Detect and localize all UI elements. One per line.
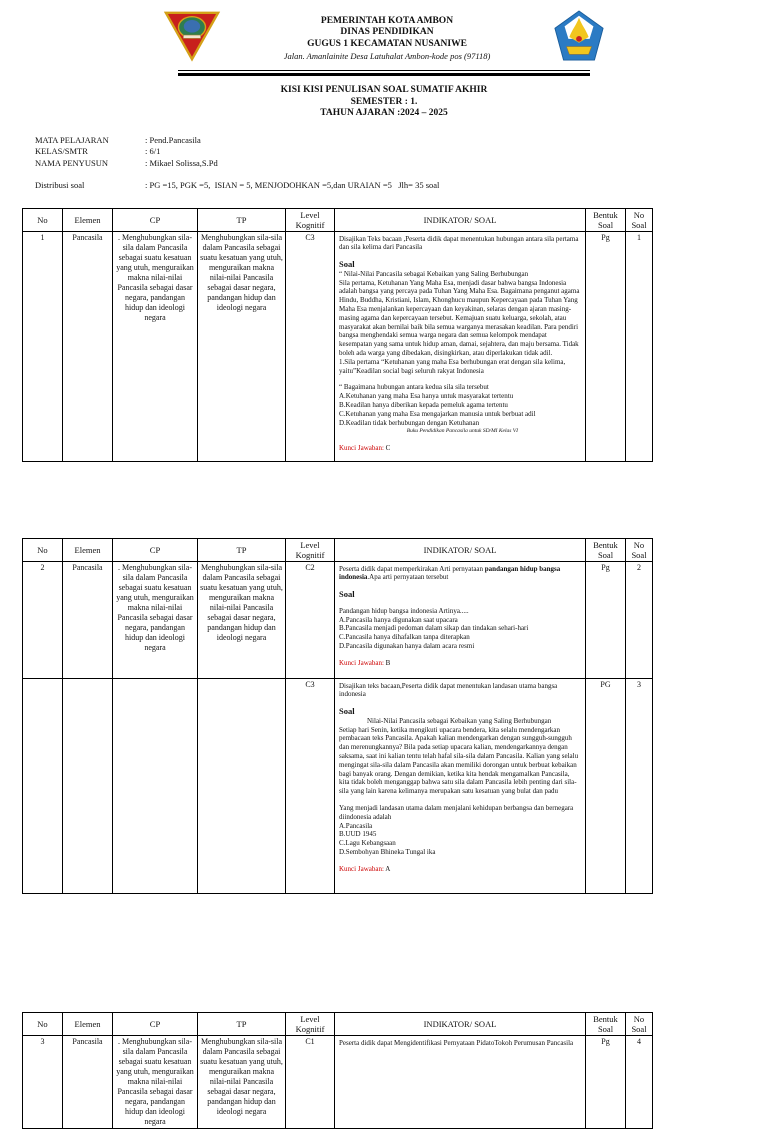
cell-tp: Menghubungkan sila-sila dalam Pancasila sebagai suatu kesatuan yang utuh, menguraikan makna nilai-nilai Pancasila sebagai dasar negara, pandangan hidup dan ideologi negara xyxy=(198,231,286,461)
cell-elemen: Pancasila xyxy=(63,561,113,678)
answer-key-label: Kunci Jawaban: xyxy=(339,658,384,667)
document-metadata xyxy=(35,135,768,192)
column-header-no: No xyxy=(23,1012,63,1035)
meta-value: : Pend.Pancasila xyxy=(145,134,201,145)
table-row-question-4 xyxy=(23,1035,653,1128)
kisi-table-3 xyxy=(22,1012,653,1129)
question-options: Pandangan hidup bangsa indonesia Artinya..... A.Pancasila hanya digunakan saat upacara B.Pancasila menjadi pedoman dalam sikap dan tindakan sehari-hari C.Pancasila hanya dihafalkan tanpa diterapkan D.Pancasila digunakan hanya dalam acara resmi xyxy=(339,606,529,651)
answer-key xyxy=(339,444,581,453)
indicator-bold-phrase: pandangan hidup bangsa indonesia xyxy=(339,564,561,582)
meta-row-kelas xyxy=(35,146,768,158)
meta-value: : PG =15, PGK =5, ISIAN = 5, MENJODOHKAN =5,dan URAIAN =5 Jlh= 35 soal xyxy=(145,180,440,190)
answer-key-value: C xyxy=(385,444,391,453)
cell-cp: . Menghubungkan sila-sila dalam Pancasila sebagai suatu kesatuan yang utuh, menguraikan makna nilai-nilai Pancasila sebagai dasar negara, pandangan hidup dan ideologi negara xyxy=(113,1035,198,1128)
cell-no: 2 xyxy=(23,561,63,678)
soal-heading: Soal xyxy=(339,589,355,600)
title-line-1: KISI KISI PENULISAN SOAL SUMATIF AKHIR xyxy=(280,85,488,95)
title-line-2: SEMESTER : 1. xyxy=(350,96,418,107)
cell-bentuk-soal: PG xyxy=(586,678,626,893)
question-passage: Nilai-Nilai Pancasila sebagai Kebaikan yang Saling Berhubungan Setiap hari Senin, ketika mengikuti upacara bendera, kita selalu mendengarkan pembacaan teks Pancasila. Apakah kalian mendengarkan dengan sungguh-sungguh dan merenungkannya? Bila pada setiap upacara kalian, mendengarkannya dengan saksama, saat ini kalian tentu telah hafal sila-sila dalam Pancasila. Kalian yang selalu mengingat sila-sila dalam Pancasila akan memiliki dorongan untuk berbuat kebaikan bagi banyak orang. Dengan demikian, ketika kita hendak mengamalkan Pancasila, kita tidak boleh menganggap bahwa satu sila dalam Pancasila lebih penting dari sila-sila yang lain karena kelimanya merupakan satu kesatuan yang bulat dan padu xyxy=(339,716,579,796)
letterhead xyxy=(0,0,768,76)
column-header-bentuk-soal: Bentuk Soal xyxy=(586,538,626,561)
indicator-text: Disajikan Teks bacaan ,Peserta didik dapat menentukan hubungan antara sila pertama dan sila kelima dari Pancasila xyxy=(339,234,579,252)
cell-level-kognitif: C2 xyxy=(286,561,335,678)
column-header-no: No xyxy=(23,538,63,561)
letterhead-divider xyxy=(178,70,590,76)
meta-row-penyusun xyxy=(35,158,768,170)
cell-indikator-soal xyxy=(335,561,586,678)
cell-indikator-soal xyxy=(335,1035,586,1128)
letterhead-text xyxy=(237,16,537,62)
column-header-level-kognitif: Level Kognitif xyxy=(286,1012,335,1035)
question-passage: “ Nilai-Nilai Pancasila sebagai Kebaikan yang Saling Berhubungan Sila pertama, Ketuhanan Yang Maha Esa, menjadi dasar bahwa bangsa Indonesia adalah bangsa yang percaya pada Tuhan Yang Maha Esa. Bagaimana penganut agama Hindu, Buddha, Kristiani, Islam, Khonghucu maupun Kepercayaan pada Tuhan Yang Maha Esa menjalankan kepercayaan dan keyakinan, selaras dengan ajaran masing-masing agama dan kepercayaan tersebut. Kemajuan suatu keluarga, sekolah, atau masyarakat akan bernilai baik bila semua warganya merasakan keadilan. Para pendiri bangsa menghendaki semua warga negara dan semua kelompok mendapat kesempatan yang sama untuk hidup aman, damai, sejahtera, dan maju bersama. Tidak boleh ada warga yang dibedakan, disingkirkan, atau diperlakukan tidak adil. 1.Sila pertama “Ketuhanan yang maha Esa berhubungan erat dengan sila kelima, yaitu”Keadilan social bagi seluruh rakyat Indonesia xyxy=(339,269,580,375)
answer-key-value: A xyxy=(385,864,391,873)
column-header-no-soal: No Soal xyxy=(626,208,653,231)
letterhead-org-line-2: DINAS PENDIDIKAN xyxy=(340,27,434,38)
column-header-cp: CP xyxy=(113,208,198,231)
document-title xyxy=(0,85,768,120)
soal-heading: Soal xyxy=(339,259,355,270)
table-header-row xyxy=(23,538,653,561)
meta-label: Distribusi soal xyxy=(35,180,85,190)
cell-tp: Menghubungkan sila-sila dalam Pancasila sebagai suatu kesatuan yang utuh, menguraikan makna nilai-nilai Pancasila sebagai dasar negara, pandangan hidup dan ideologi negara xyxy=(198,1035,286,1128)
cell-cp xyxy=(113,678,198,893)
cell-no-soal: 1 xyxy=(626,231,653,461)
table-row-question-1 xyxy=(23,231,653,461)
meta-label: KELAS/SMTR xyxy=(35,146,88,156)
answer-key xyxy=(339,865,581,874)
cell-tp xyxy=(198,678,286,893)
meta-label: MATA PELAJARAN xyxy=(35,134,109,145)
cell-level-kognitif: C3 xyxy=(286,678,335,893)
letterhead-org-line-1: PEMERINTAH KOTA AMBON xyxy=(320,15,454,26)
meta-row-mata-pelajaran xyxy=(35,135,768,147)
column-header-cp: CP xyxy=(113,538,198,561)
answer-key xyxy=(339,659,581,668)
column-header-elemen: Elemen xyxy=(63,208,113,231)
cell-level-kognitif: C1 xyxy=(286,1035,335,1128)
cell-no-soal: 3 xyxy=(626,678,653,893)
cell-no: 3 xyxy=(23,1035,63,1128)
column-header-tp: TP xyxy=(198,208,286,231)
column-header-bentuk-soal: Bentuk Soal xyxy=(586,208,626,231)
cell-indikator-soal xyxy=(335,231,586,461)
column-header-elemen: Elemen xyxy=(63,538,113,561)
kota-ambon-logo xyxy=(163,10,221,67)
column-header-no-soal: No Soal xyxy=(626,538,653,561)
column-header-indikator: INDIKATOR/ SOAL xyxy=(335,1012,586,1035)
column-header-elemen: Elemen xyxy=(63,1012,113,1035)
table-row-question-2 xyxy=(23,561,653,678)
cell-bentuk-soal: Pg xyxy=(586,561,626,678)
indicator-text: Disajikan teks bacaan,Peserta didik dapat menentukan landasan utama bangsa indonesia xyxy=(339,681,558,699)
column-header-level-kognitif: Level Kognitif xyxy=(286,208,335,231)
cell-tp: Menghubungkan sila-sila dalam Pancasila sebagai suatu kesatuan yang utuh, menguraikan makna nilai-nilai Pancasila sebagai dasar negara, pandangan hidup dan ideologi negara xyxy=(198,561,286,678)
column-header-tp: TP xyxy=(198,538,286,561)
kisi-table-2 xyxy=(22,538,653,894)
cell-elemen: Pancasila xyxy=(63,1035,113,1128)
cell-no-soal: 4 xyxy=(626,1035,653,1128)
cell-no: 1 xyxy=(23,231,63,461)
cell-no-soal: 2 xyxy=(626,561,653,678)
question-options: “ Bagaimana hubungan antara kedua sila sila tersebut A.Ketuhanan yang maha Esa hanya untuk masyarakat tertentu B.Keadilan hanya diberikan kepada pemeluk agama tertentu C.Ketuhanan yang maha Esa mengajarkan manusia untuk berbuat adil D.Keadilan tidak berhubungan dengan Ketuhanan xyxy=(339,383,536,427)
column-header-indikator: INDIKATOR/ SOAL xyxy=(335,208,586,231)
meta-row-distribusi xyxy=(35,180,768,192)
column-header-indikator: INDIKATOR/ SOAL xyxy=(335,538,586,561)
meta-label: NAMA PENYUSUN xyxy=(35,157,108,168)
cell-bentuk-soal: Pg xyxy=(586,1035,626,1128)
meta-value: : 6/1 xyxy=(145,146,161,156)
column-header-no-soal: No Soal xyxy=(626,1012,653,1035)
meta-value: : Mikael Solissa,S.Pd xyxy=(145,157,218,168)
soal-heading: Soal xyxy=(339,706,355,717)
title-line-3: TAHUN AJARAN :2024 – 2025 xyxy=(320,108,448,118)
table-header-row xyxy=(23,208,653,231)
cell-elemen xyxy=(63,678,113,893)
cell-no xyxy=(23,678,63,893)
column-header-level-kognitif: Level Kognitif xyxy=(286,538,335,561)
cell-indikator-soal xyxy=(335,678,586,893)
column-header-bentuk-soal: Bentuk Soal xyxy=(586,1012,626,1035)
column-header-tp: TP xyxy=(198,1012,286,1035)
answer-key-value: B xyxy=(385,658,391,667)
source-reference: Buku Pendidikan Pancasila untuk SD/MI Kelas VI xyxy=(406,428,518,435)
indicator-text: Peserta didik dapat Mengidentifikasi Pernyataan PidatoTokoh Perumusan Pancasila xyxy=(339,1038,574,1047)
indicator-text: Peserta didik dapat memperkirakan Arti pernyataan pandangan hidup bangsa indonesia.Apa arti pernyataan tersebut xyxy=(339,564,561,582)
cell-bentuk-soal: Pg xyxy=(586,231,626,461)
answer-key-label: Kunci Jawaban: xyxy=(339,864,384,873)
cell-level-kognitif: C3 xyxy=(286,231,335,461)
question-options: Yang menjadi landasan utama dalam menjalani kehidupan berbangsa dan bernegara diindonesia adalah A.Pancasila B.UUD 1945 C.Lagu Kebangsaan D.Sembohyan Bhineka Tungal ika xyxy=(339,804,574,857)
cell-elemen: Pancasila xyxy=(63,231,113,461)
cell-cp: . Menghubungkan sila-sila dalam Pancasila sebagai suatu kesatuan yang utuh, menguraikan makna nilai-nilai Pancasila sebagai dasar negara, pandangan hidup dan ideologi negara xyxy=(113,231,198,461)
cell-cp: . Menghubungkan sila-sila dalam Pancasila sebagai suatu kesatuan yang utuh, menguraikan makna nilai-nilai Pancasila sebagai dasar negara, pandangan hidup dan ideologi negara xyxy=(113,561,198,678)
column-header-cp: CP xyxy=(113,1012,198,1035)
letterhead-org-line-3: GUGUS 1 KECAMATAN NUSANIWE xyxy=(307,38,467,49)
tut-wuri-handayani-logo xyxy=(553,10,605,67)
answer-key-label: Kunci Jawaban: xyxy=(339,444,384,453)
column-header-no: No xyxy=(23,208,63,231)
table-row-question-3 xyxy=(23,678,653,893)
kisi-table-1 xyxy=(22,208,653,462)
letterhead-address: Jalan. Amanlainite Desa Latuhalat Ambon-kode pos (97118) xyxy=(283,51,491,62)
